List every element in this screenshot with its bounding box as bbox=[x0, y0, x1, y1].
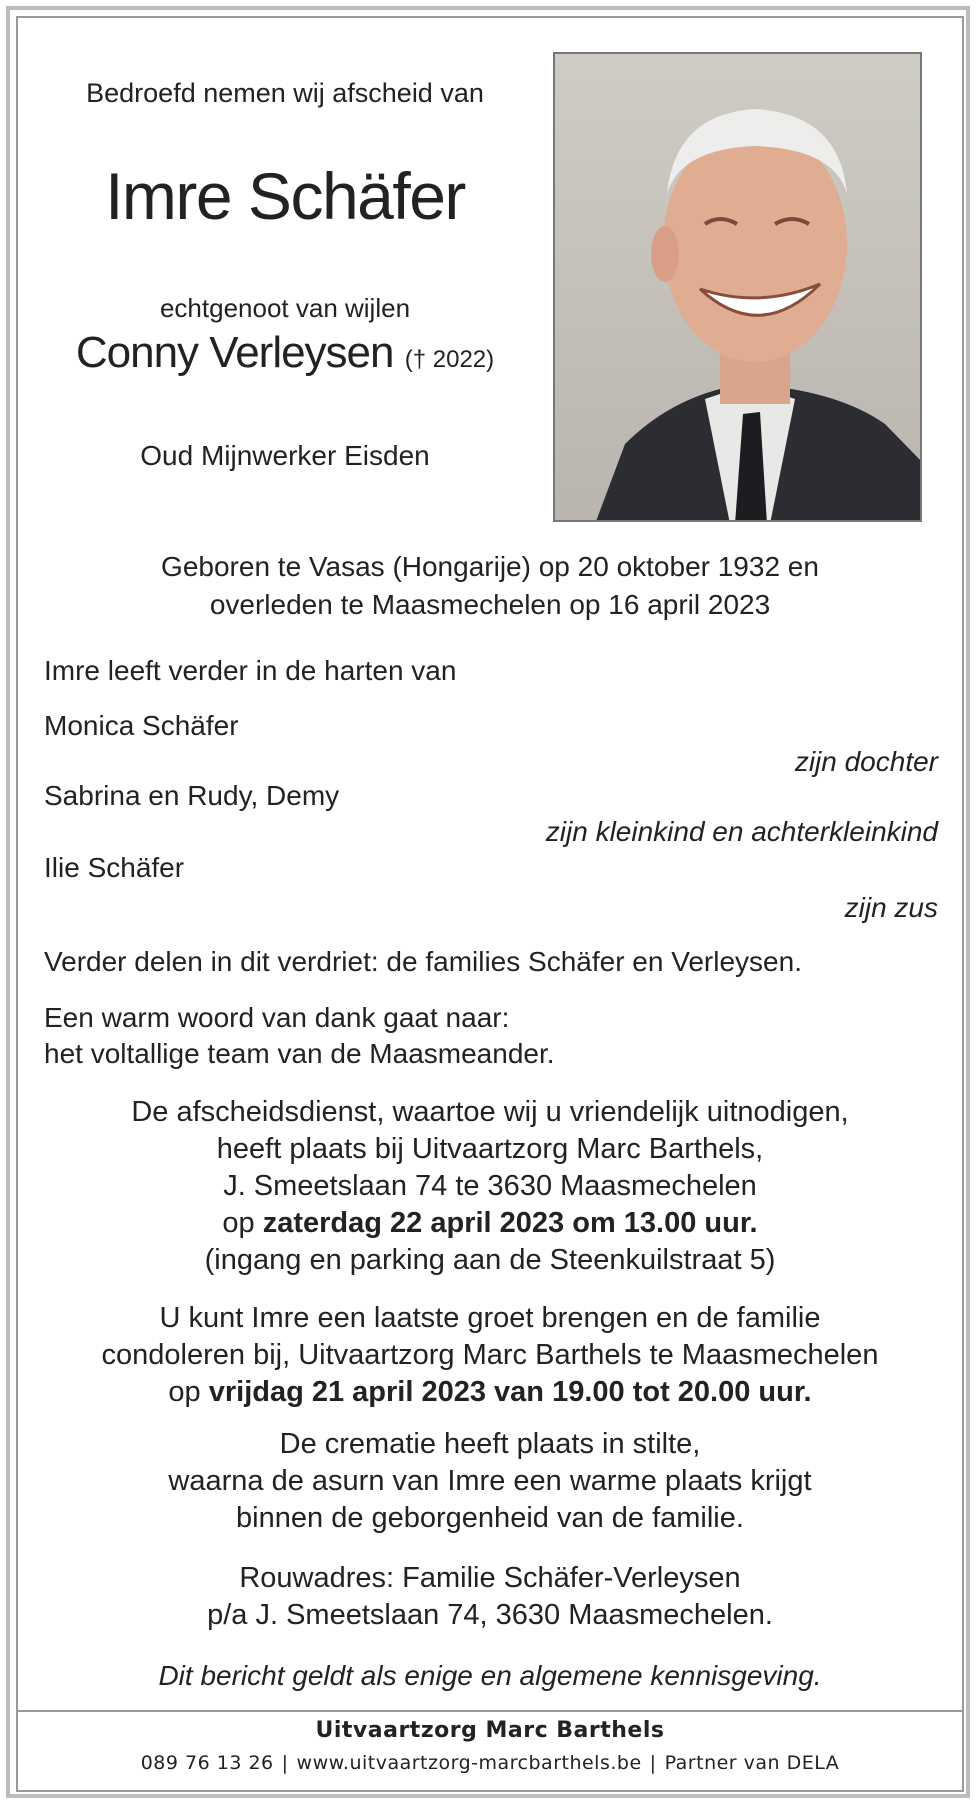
service-line: De afscheidsdienst, waartoe wij u vriendelijk uitnodigen, bbox=[131, 1096, 849, 1128]
service-datetime-bold: zaterdag 22 april 2023 om 13.00 uur. bbox=[262, 1207, 758, 1239]
portrait-photo bbox=[553, 52, 922, 522]
visitation-line: U kunt Imre een laatste groet brengen en de familie bbox=[159, 1302, 821, 1334]
death-line: overleden te Maasmechelen op 16 april 2023 bbox=[209, 589, 771, 620]
survivor-relation: zijn dochter bbox=[794, 746, 938, 777]
footer-partner: Partner van DELA bbox=[664, 1752, 840, 1774]
footer-divider bbox=[16, 1710, 964, 1712]
address-line: Rouwadres: Familie Schäfer-Verleysen bbox=[239, 1562, 741, 1594]
visitation-block bbox=[40, 1300, 940, 1411]
shared-grief: Verder delen in dit verdriet: de families Schäfer en Verleysen. bbox=[44, 946, 802, 977]
thanks-block bbox=[44, 1000, 555, 1072]
thanks-line: het voltallige team van de Maasmeander. bbox=[44, 1038, 555, 1069]
deceased-name: Imre Schäfer bbox=[105, 159, 465, 233]
thanks-line: Een warm woord van dank gaat naar: bbox=[44, 1002, 510, 1033]
spouse-label: echtgenoot van wijlen bbox=[159, 293, 411, 323]
address-line: p/a J. Smeetslaan 74, 3630 Maasmechelen. bbox=[207, 1599, 773, 1631]
cremation-block bbox=[40, 1426, 940, 1537]
footer-website-link[interactable]: www.uitvaartzorg-marcbarthels.be bbox=[296, 1752, 642, 1774]
visitation-datetime-bold: vrijdag 21 april 2023 van 19.00 tot 20.00 uur. bbox=[208, 1376, 812, 1408]
intro-text: Bedroefd nemen wij afscheid van bbox=[86, 78, 484, 108]
closing-notice: Dit bericht geldt als enige en algemene kennisgeving. bbox=[158, 1660, 822, 1691]
cremation-line: De crematie heeft plaats in stilte, bbox=[279, 1428, 701, 1460]
footer-company: Uitvaartzorg Marc Barthels bbox=[315, 1718, 665, 1743]
survivor-name: Monica Schäfer bbox=[44, 710, 239, 741]
address-block bbox=[40, 1560, 940, 1634]
survivor-name: Sabrina en Rudy, Demy bbox=[44, 780, 340, 811]
cremation-line: binnen de geborgenheid van de familie. bbox=[236, 1502, 744, 1534]
footer-separator: | bbox=[281, 1752, 289, 1774]
spouse-name: Conny Verleysen bbox=[75, 328, 394, 377]
visitation-datetime-prefix: op bbox=[168, 1376, 201, 1408]
service-block bbox=[40, 1094, 940, 1279]
birth-death-info bbox=[40, 548, 940, 624]
cremation-line: waarna de asurn van Imre een warme plaats krijgt bbox=[168, 1465, 812, 1497]
portrait-illustration bbox=[555, 54, 922, 522]
birth-line: Geboren te Vasas (Hongarije) op 20 oktober 1932 en bbox=[161, 551, 819, 582]
service-datetime-prefix: op bbox=[222, 1207, 255, 1239]
spouse-death-year: († 2022) bbox=[404, 346, 495, 373]
visitation-line: condoleren bij, Uitvaartzorg Marc Barthels te Maasmechelen bbox=[101, 1339, 879, 1371]
footer-separator: | bbox=[649, 1752, 657, 1774]
service-datetime bbox=[40, 1205, 940, 1242]
footer-phone[interactable]: 089 76 13 26 bbox=[140, 1752, 274, 1774]
survivors-intro: Imre leeft verder in de harten van bbox=[44, 655, 457, 686]
spouse-line bbox=[40, 328, 530, 378]
survivor-relation: zijn kleinkind en achterkleinkind bbox=[545, 816, 938, 847]
visitation-datetime bbox=[40, 1374, 940, 1411]
occupation: Oud Mijnwerker Eisden bbox=[140, 440, 430, 471]
survivor-relation: zijn zus bbox=[844, 892, 938, 923]
service-line: (ingang en parking aan de Steenkuilstraat 5) bbox=[204, 1244, 776, 1276]
survivor-name: Ilie Schäfer bbox=[44, 852, 185, 883]
service-line: heeft plaats bij Uitvaartzorg Marc Barthels, bbox=[216, 1133, 764, 1165]
service-line: J. Smeetslaan 74 te 3630 Maasmechelen bbox=[223, 1170, 757, 1202]
footer-contact bbox=[40, 1752, 940, 1774]
